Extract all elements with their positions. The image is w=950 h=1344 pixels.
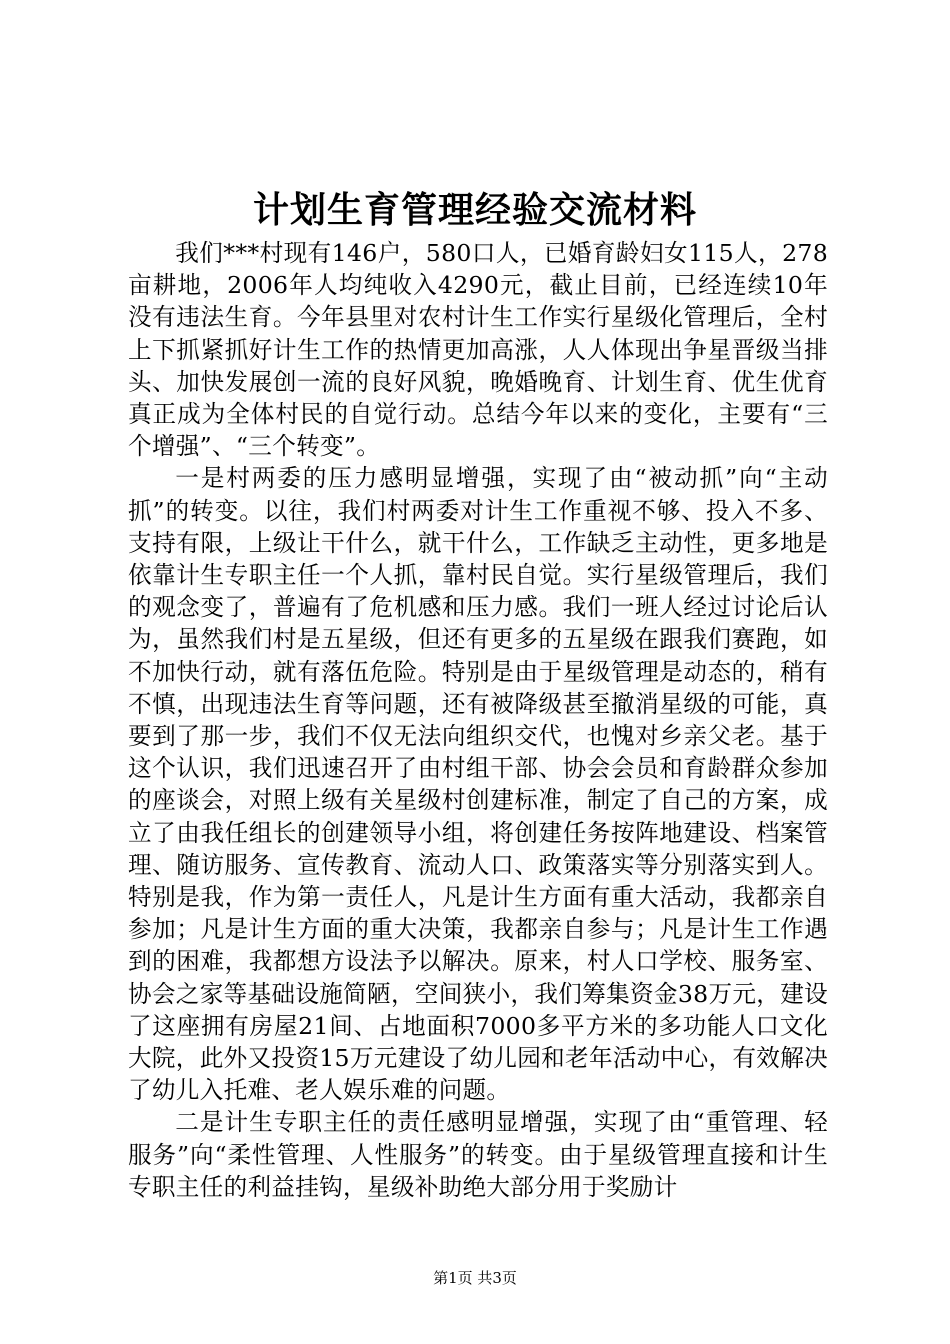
page-footer: 第1页 共3页 <box>433 1269 517 1287</box>
paragraph-1: 我们***村现有146户，580口人，已婚育龄妇女115人，278亩耕地，2006年人均纯收入4290元，截止目前，已经连续10年没有违法生育。今年县里对农村计生工作实行星级化管理后，全村上下抓紧抓好计生工作的热情更加高涨，人人体现出争星晋级当排头、加快发展创一流的良好风貌，晚婚晚育、计划生育、优生优育真正成为全体村民的自觉行动。总结今年以来的变化，主要有“三个增强”、“三个转变”。 <box>128 239 828 461</box>
paragraph-3: 二是计生专职主任的责任感明显增强，实现了由“重管理、轻服务”向“柔性管理、人性服务”的转变。由于星级管理直接和计生专职主任的利益挂钩，星级补助绝大部分用于奖励计 <box>128 1108 828 1201</box>
document-body <box>128 237 828 1203</box>
paragraph-2: 一是村两委的压力感明显增强，实现了由“被动抓”向“主动抓”的转变。以往，我们村两委对计生工作重视不够、投入不多、支持有限，上级让干什么，就干什么，工作缺乏主动性，更多地是依靠计生专职主任一个人抓，靠村民自觉。实行星级管理后，我们的观念变了，普遍有了危机感和压力感。我们一班人经过讨论后认为，虽然我们村是五星级，但还有更多的五星级在跟我们赛跑，如不加快行动，就有落伍危险。特别是由于星级管理是动态的，稍有不慎，出现违法生育等问题，还有被降级甚至撤消星级的可能，真要到了那一步，我们不仅无法向组织交代，也愧对乡亲父老。基于这个认识，我们迅速召开了由村组干部、协会会员和育龄群众参加的座谈会，对照上级有关星级村创建标准，制定了自己的方案，成立了由我任组长的创建领导小组，将创建任务按阵地建设、档案管理、随访服务、宣传教育、流动人口、政策落实等分别落实到人。特别是我，作为第一责任人，凡是计生方面有重大活动，我都亲自参加；凡是计生方面的重大决策，我都亲自参与；凡是计生工作遇到的困难，我都想方设法予以解决。原来，村人口学校、服务室、协会之家等基础设施简陋，空间狭小，我们筹集资金38万元，建设了这座拥有房屋21间、占地面积7000多平方米的多功能人口文化大院，此外又投资15万元建设了幼儿园和老年活动中心，有效解决了幼儿入托难、老人娱乐难的问题。 <box>128 464 828 1105</box>
document-title: 计划生育管理经验交流材料 <box>252 189 697 231</box>
